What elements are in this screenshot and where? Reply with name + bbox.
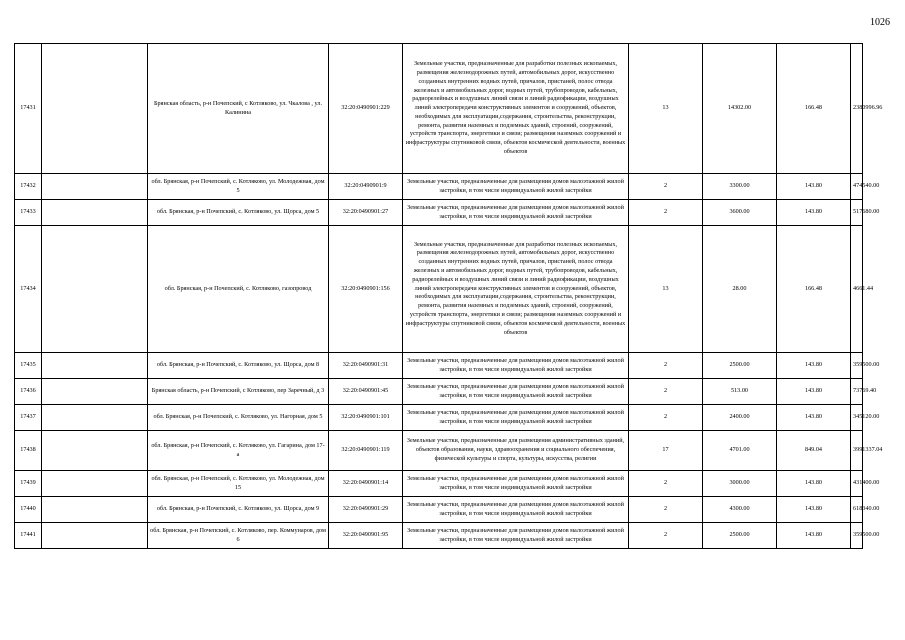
empty-cell [42,44,148,174]
cadastral-value-cell: 517680.00 [851,200,863,226]
address-cell: Брянская область, р-н Почепский, с Котляково, ул. Чкалова , ул. Калинина [148,44,329,174]
row-number-cell: 17440 [15,497,42,523]
area-cell: 2400.00 [703,405,777,431]
cadastral-number-cell: 32:20:0490901:9 [329,174,403,200]
category-code-cell: 2 [629,174,703,200]
empty-cell [42,497,148,523]
cadastral-number-cell: 32:20:0490901:101 [329,405,403,431]
specific-value-cell: 143.80 [777,523,851,549]
table-row [15,523,863,549]
address-cell: обл. Брянская, р-н Почепский, с. Котляково, ул. Нагорная, дом 5 [148,405,329,431]
empty-cell [42,431,148,471]
land-use-cell: Земельные участки, предназначенные для размещения домов малоэтажной жилой застройки, в том числе индивидуальной жилой застройки [403,471,629,497]
address-cell: обл. Брянская, р-н Почепский, с. Котляково, ул. Молодежная, дом 15 [148,471,329,497]
area-cell: 4300.00 [703,497,777,523]
area-cell: 3600.00 [703,200,777,226]
empty-cell [42,405,148,431]
specific-value-cell: 143.80 [777,174,851,200]
cadastral-value-cell: 359500.00 [851,353,863,379]
specific-value-cell: 143.80 [777,353,851,379]
row-number-cell: 17437 [15,405,42,431]
category-code-cell: 2 [629,379,703,405]
cadastral-number-cell: 32:20:0490901:95 [329,523,403,549]
table-row [15,497,863,523]
row-number-cell: 17434 [15,226,42,353]
area-cell: 3000.00 [703,471,777,497]
cadastral-number-cell: 32:20:0490901:29 [329,497,403,523]
row-number-cell: 17441 [15,523,42,549]
row-number-cell: 17433 [15,200,42,226]
cadastral-number-cell: 32:20:0490901:14 [329,471,403,497]
area-cell: 2500.00 [703,523,777,549]
area-cell: 2500.00 [703,353,777,379]
table-row [15,226,863,353]
cadastral-number-cell: 32:20:0490901:31 [329,353,403,379]
specific-value-cell: 143.80 [777,471,851,497]
cadastral-number-cell: 32:20:0490901:27 [329,200,403,226]
specific-value-cell: 143.80 [777,379,851,405]
specific-value-cell: 166.48 [777,44,851,174]
empty-cell [42,523,148,549]
page-number: 1026 [870,17,890,28]
empty-cell [42,353,148,379]
row-number-cell: 17432 [15,174,42,200]
row-number-cell: 17435 [15,353,42,379]
cadastral-value-cell: 2380996.96 [851,44,863,174]
land-use-cell: Земельные участки, предназначенные для размещения домов малоэтажной жилой застройки, в том числе индивидуальной жилой застройки [403,174,629,200]
land-use-cell: Земельные участки, предназначенные для разработки полезных ископаемых, размещения железнодорожных путей, автомобильных дорог, искусственно созданных внутренних водных путей, причалов, пристаней, полос отвода железных и автомобильных дорог, водных путей, трубопроводов, кабельных, радиорелейных и воздушных линий связи и линий радиофикации, воздушных линий электропередачи конструктивных элементов и сооружений, объектов, необходимых для эксплуатации,содержания, строительства, реконструкции, ремонта, развития наземных и подземных зданий, строений, сооружений, устройств транспорта, энергетики и связи; размещения наземных сооружений и инфраструктуры спутниковой связи, объектов космической деятельности, военных объектов [403,44,629,174]
specific-value-cell: 143.80 [777,405,851,431]
cadastral-value-cell: 359500.00 [851,523,863,549]
specific-value-cell: 166.48 [777,226,851,353]
cadastral-number-cell: 32:20:0490901:156 [329,226,403,353]
category-code-cell: 2 [629,471,703,497]
row-number-cell: 17431 [15,44,42,174]
table-row [15,353,863,379]
category-code-cell: 2 [629,405,703,431]
land-use-cell: Земельные участки, предназначенные для размещения домов малоэтажной жилой застройки, в том числе индивидуальной жилой застройки [403,405,629,431]
category-code-cell: 17 [629,431,703,471]
cadastral-number-cell: 32:20:0490901:45 [329,379,403,405]
empty-cell [42,174,148,200]
row-number-cell: 17438 [15,431,42,471]
address-cell: обл. Брянская, р-н Почепский, с. Котляково, ул. Щорса, дом 9 [148,497,329,523]
area-cell: 3300.00 [703,174,777,200]
table-row [15,471,863,497]
table-row [15,174,863,200]
table-body [15,44,883,549]
cadastral-number-cell: 32:20:0490901:119 [329,431,403,471]
table-row [15,200,863,226]
cadastral-value-cell: 345120.00 [851,405,863,431]
category-code-cell: 13 [629,226,703,353]
land-use-cell: Земельные участки, предназначенные для разработки полезных ископаемых, размещения железнодорожных путей, автомобильных дорог, искусственно созданных внутренних водных путей, причалов, пристаней, полос отвода железных и автомобильных дорог, водных путей, трубопроводов, кабельных, радиорелейных и воздушных линий связи и линий радиофикации, воздушных линий электропередачи конструктивных элементов и сооружений, объектов, необходимых для эксплуатации,содержания, строительства, реконструкции, ремонта, развития наземных и подземных зданий, строений, сооружений, устройств транспорта, энергетики и связи; размещения наземных сооружений и инфраструктуры спутниковой связи, объектов космической деятельности, военных объектов [403,226,629,353]
row-number-cell: 17439 [15,471,42,497]
table-row [15,44,863,174]
land-use-cell: Земельные участки, предназначенные для размещения домов малоэтажной жилой застройки, в том числе индивидуальной жилой застройки [403,379,629,405]
cadastral-value-cell: 73769.40 [851,379,863,405]
cadastral-value-cell: 618340.00 [851,497,863,523]
cadastral-value-cell: 431400.00 [851,471,863,497]
cadastral-value-cell: 4661.44 [851,226,863,353]
cadastral-number-cell: 32:20:0490901:229 [329,44,403,174]
specific-value-cell: 143.80 [777,200,851,226]
category-code-cell: 13 [629,44,703,174]
area-cell: 28.00 [703,226,777,353]
address-cell: Брянская область, р-н Почепский, с Котляково, пер Заречный, д 3 [148,379,329,405]
land-use-cell: Земельные участки, предназначенные для размещения административных зданий, объектов образования, науки, здравоохранения и социального обеспечения, физической культуры и спорта, культуры, искусства, религии [403,431,629,471]
address-cell: обл. Брянская, р-н Почепский, с. Котляково, ул. Гагарина, дом 17-а [148,431,329,471]
category-code-cell: 2 [629,497,703,523]
address-cell: обл. Брянская, р-н Почепский, с. Котляково, ул. Молодежная, дом 5 [148,174,329,200]
area-cell: 14302.00 [703,44,777,174]
address-cell: обл. Брянская, р-н Почепский, с. Котляково, ул. Щорса, дом 5 [148,200,329,226]
cadastral-value-cell: 3991337.04 [851,431,863,471]
address-cell: обл. Брянская, р-н Почепский, с. Котляково, ул. Щорса, дом 8 [148,353,329,379]
area-cell: 513.00 [703,379,777,405]
cadastral-value-cell: 474540.00 [851,174,863,200]
empty-cell [42,200,148,226]
cadastral-value-table [14,43,883,549]
table-row [15,431,863,471]
table-row [15,379,863,405]
land-use-cell: Земельные участки, предназначенные для размещения домов малоэтажной жилой застройки, в том числе индивидуальной жилой застройки [403,353,629,379]
category-code-cell: 2 [629,353,703,379]
category-code-cell: 2 [629,200,703,226]
category-code-cell: 2 [629,523,703,549]
specific-value-cell: 849.04 [777,431,851,471]
land-use-cell: Земельные участки, предназначенные для размещения домов малоэтажной жилой застройки, в том числе индивидуальной жилой застройки [403,523,629,549]
row-number-cell: 17436 [15,379,42,405]
land-use-cell: Земельные участки, предназначенные для размещения домов малоэтажной жилой застройки, в том числе индивидуальной жилой застройки [403,200,629,226]
specific-value-cell: 143.80 [777,497,851,523]
land-use-cell: Земельные участки, предназначенные для размещения домов малоэтажной жилой застройки, в том числе индивидуальной жилой застройки [403,497,629,523]
empty-cell [42,226,148,353]
empty-cell [42,379,148,405]
empty-cell [42,471,148,497]
address-cell: обл. Брянская, р-н Почепский, с. Котляково, пер. Коммунаров, дом 6 [148,523,329,549]
address-cell: обл. Брянская, р-н Почепский, с. Котляково, газопровод [148,226,329,353]
area-cell: 4701.00 [703,431,777,471]
table-row [15,405,863,431]
